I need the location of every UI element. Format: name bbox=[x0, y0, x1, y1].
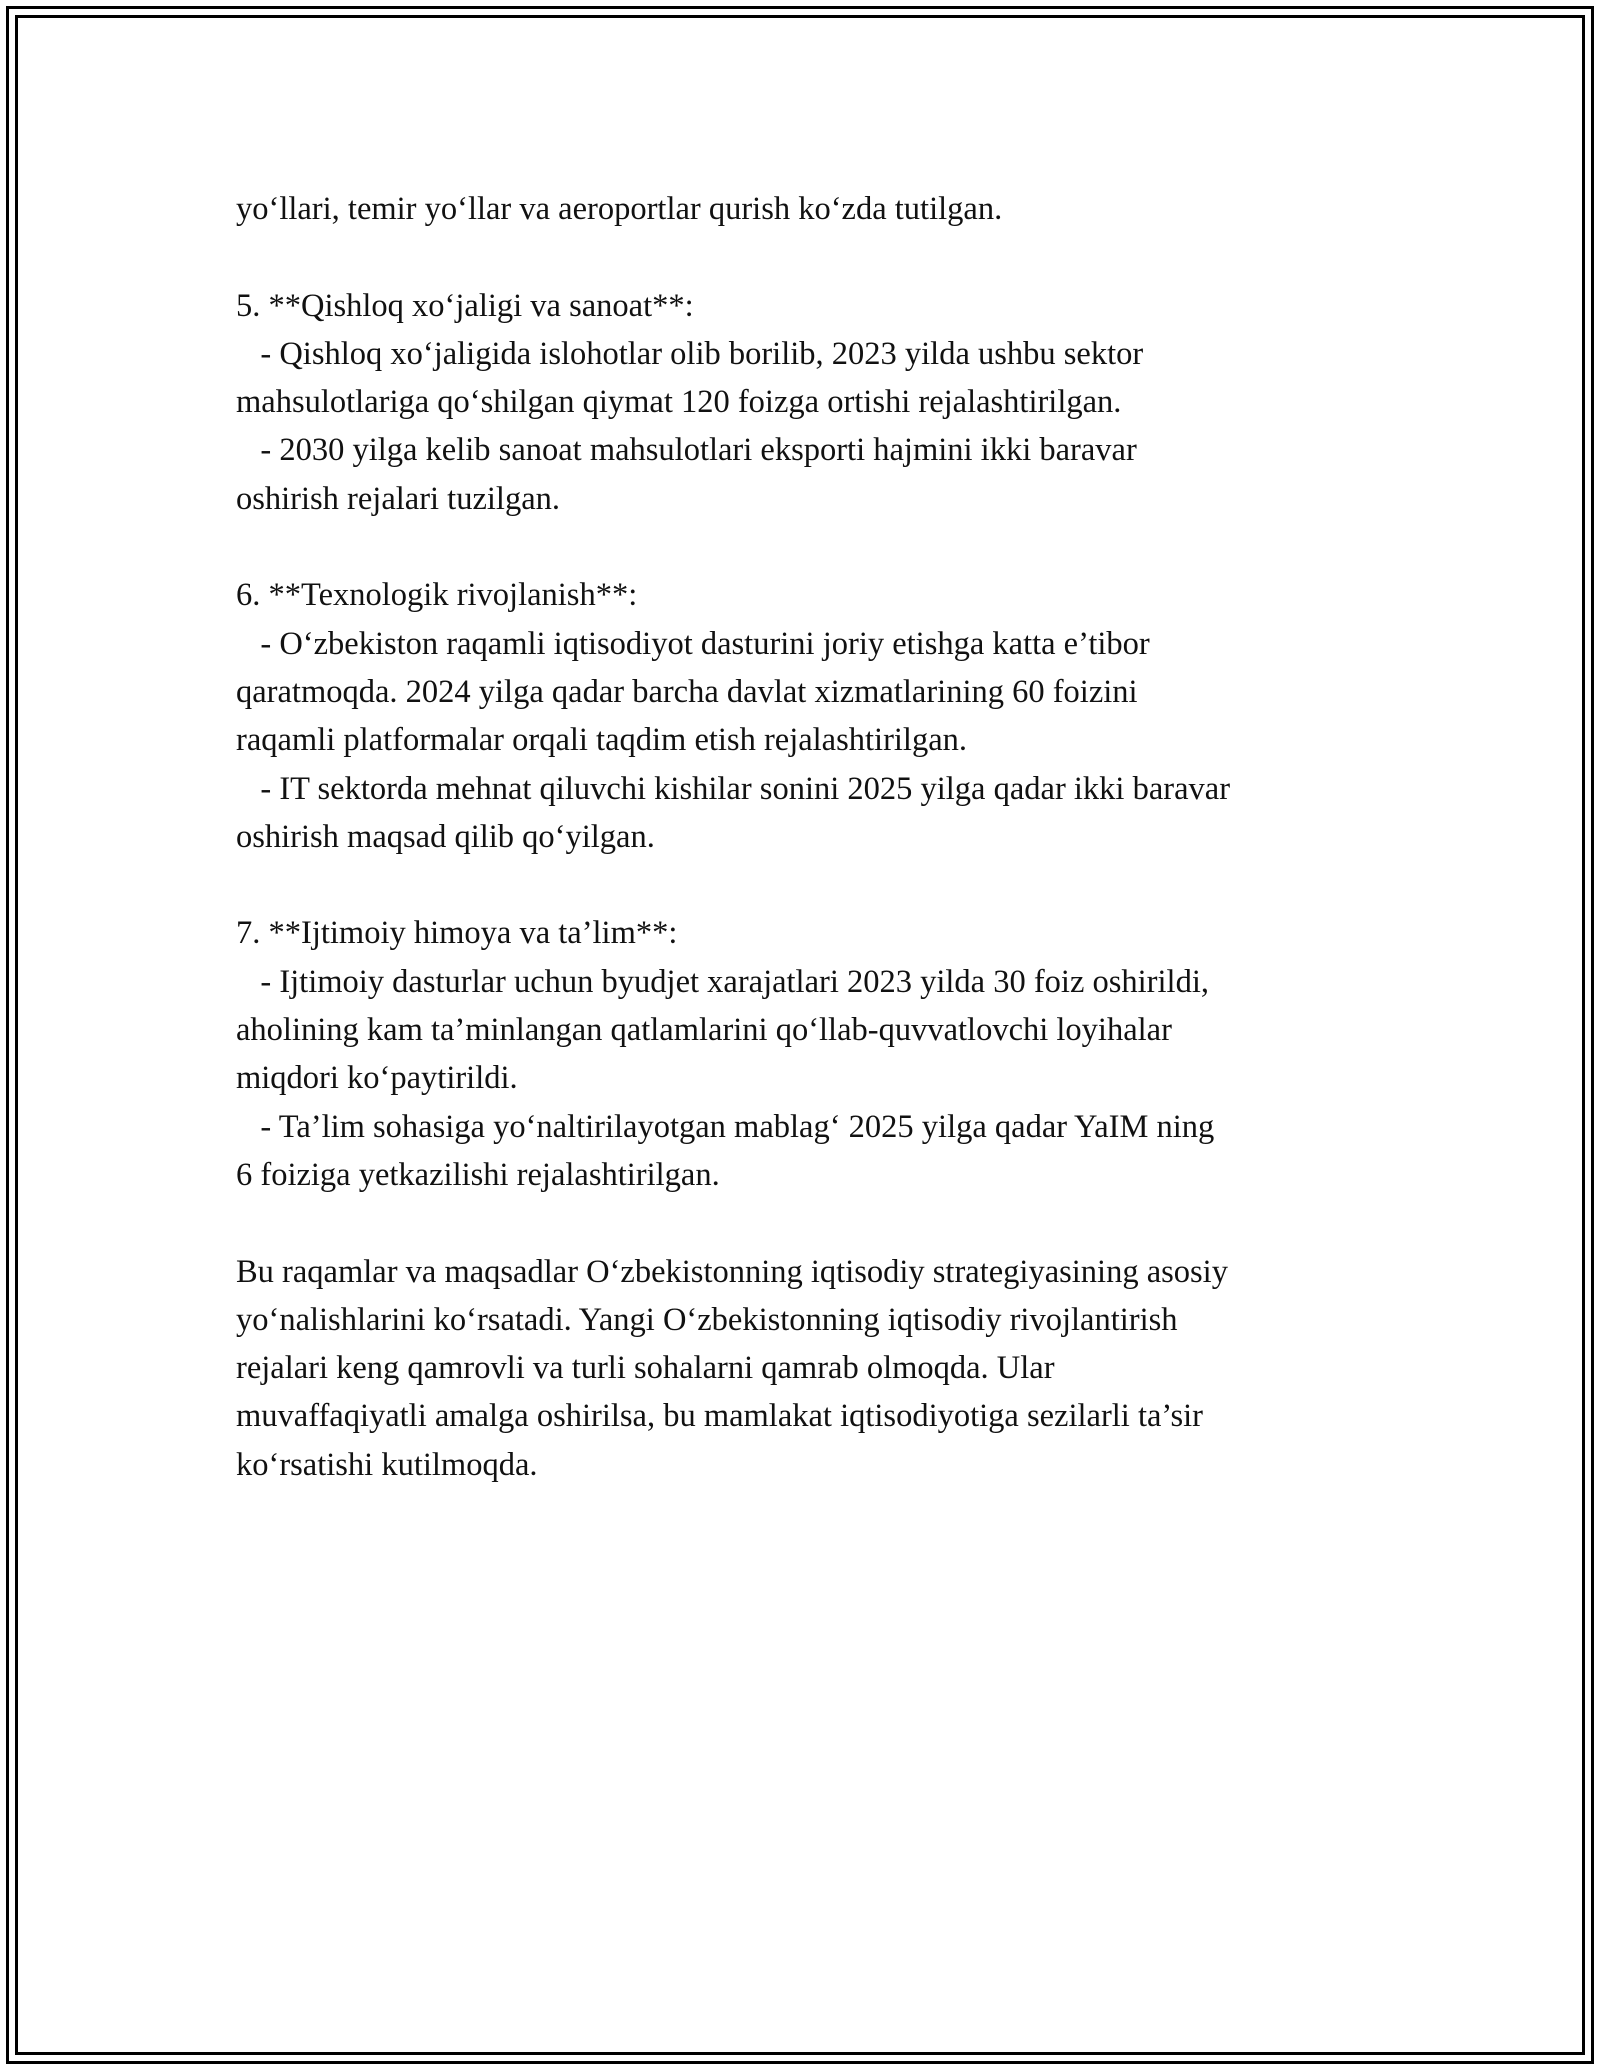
bullet-line: oshirish rejalari tuzilgan. bbox=[236, 480, 561, 517]
conclusion-line: rejalari keng qamrovli va turli sohalarni qamrab olmoqda. Ular bbox=[236, 1350, 1055, 1387]
bullet-line: 6 foiziga yetkazilishi rejalashtirilgan. bbox=[236, 1156, 720, 1193]
section-heading: 7. **Ijtimoiy himoya va ta’lim**: bbox=[236, 915, 678, 952]
section-social-education bbox=[236, 909, 1386, 1199]
conclusion-line: Bu raqamlar va maqsadlar O‘zbekistonning iqtisodiy strategiyasining asosiy bbox=[236, 1253, 1228, 1290]
bullet-line: mahsulotlariga qo‘shilgan qiymat 120 foizga ortishi rejalashtirilgan. bbox=[236, 384, 1122, 421]
bullet-line: oshirish maqsad qilib qo‘yilgan. bbox=[236, 818, 655, 855]
section-technology bbox=[236, 571, 1386, 861]
bullet-line: - O‘zbekiston raqamli iqtisodiyot dasturini joriy etishga katta e’tibor bbox=[236, 625, 1150, 662]
bullet-line: miqdori ko‘paytirildi. bbox=[236, 1060, 518, 1097]
section-heading: 5. **Qishloq xo‘jaligi va sanoat**: bbox=[236, 287, 694, 324]
bullet-line: - IT sektorda mehnat qiluvchi kishilar sonini 2025 yilga qadar ikki baravar bbox=[236, 770, 1231, 807]
document-body bbox=[236, 185, 1386, 1489]
bullet-line: - Ta’lim sohasiga yo‘naltirilayotgan mablag‘ 2025 yilga qadar YaIM ning bbox=[236, 1108, 1215, 1145]
conclusion-line: ko‘rsatishi kutilmoqda. bbox=[236, 1446, 538, 1483]
paragraph-gap bbox=[236, 233, 1386, 281]
conclusion-line: muvaffaqiyatli amalga oshirilsa, bu mamlakat iqtisodiyotiga sezilarli ta’sir bbox=[236, 1398, 1203, 1435]
bullet-line: aholining kam ta’minlangan qatlamlarini qo‘llab-quvvatlovchi loyihalar bbox=[236, 1012, 1172, 1049]
section-agriculture-industry bbox=[236, 282, 1386, 523]
paragraph-gap bbox=[236, 523, 1386, 571]
paragraph-gap bbox=[236, 1199, 1386, 1247]
paragraph-gap bbox=[236, 861, 1386, 909]
bullet-line: - 2030 yilga kelib sanoat mahsulotlari eksporti hajmini ikki baravar bbox=[236, 432, 1137, 469]
bullet-line: qaratmoqda. 2024 yilga qadar barcha davlat xizmatlarining 60 foizini bbox=[236, 673, 1138, 710]
section-heading: 6. **Texnologik rivojlanish**: bbox=[236, 577, 638, 614]
bullet-line: - Ijtimoiy dasturlar uchun byudjet xarajatlari 2023 yilda 30 foiz oshirildi, bbox=[236, 963, 1209, 1000]
continuation-line: yo‘llari, temir yo‘llar va aeroportlar qurish ko‘zda tutilgan. bbox=[236, 191, 1003, 227]
bullet-line: - Qishloq xo‘jaligida islohotlar olib borilib, 2023 yilda ushbu sektor bbox=[236, 335, 1144, 372]
conclusion-paragraph bbox=[236, 1248, 1386, 1489]
conclusion-line: yo‘nalishlarini ko‘rsatadi. Yangi O‘zbekistonning iqtisodiy rivojlantirish bbox=[236, 1301, 1178, 1338]
bullet-line: raqamli platformalar orqali taqdim etish rejalashtirilgan. bbox=[236, 722, 967, 759]
